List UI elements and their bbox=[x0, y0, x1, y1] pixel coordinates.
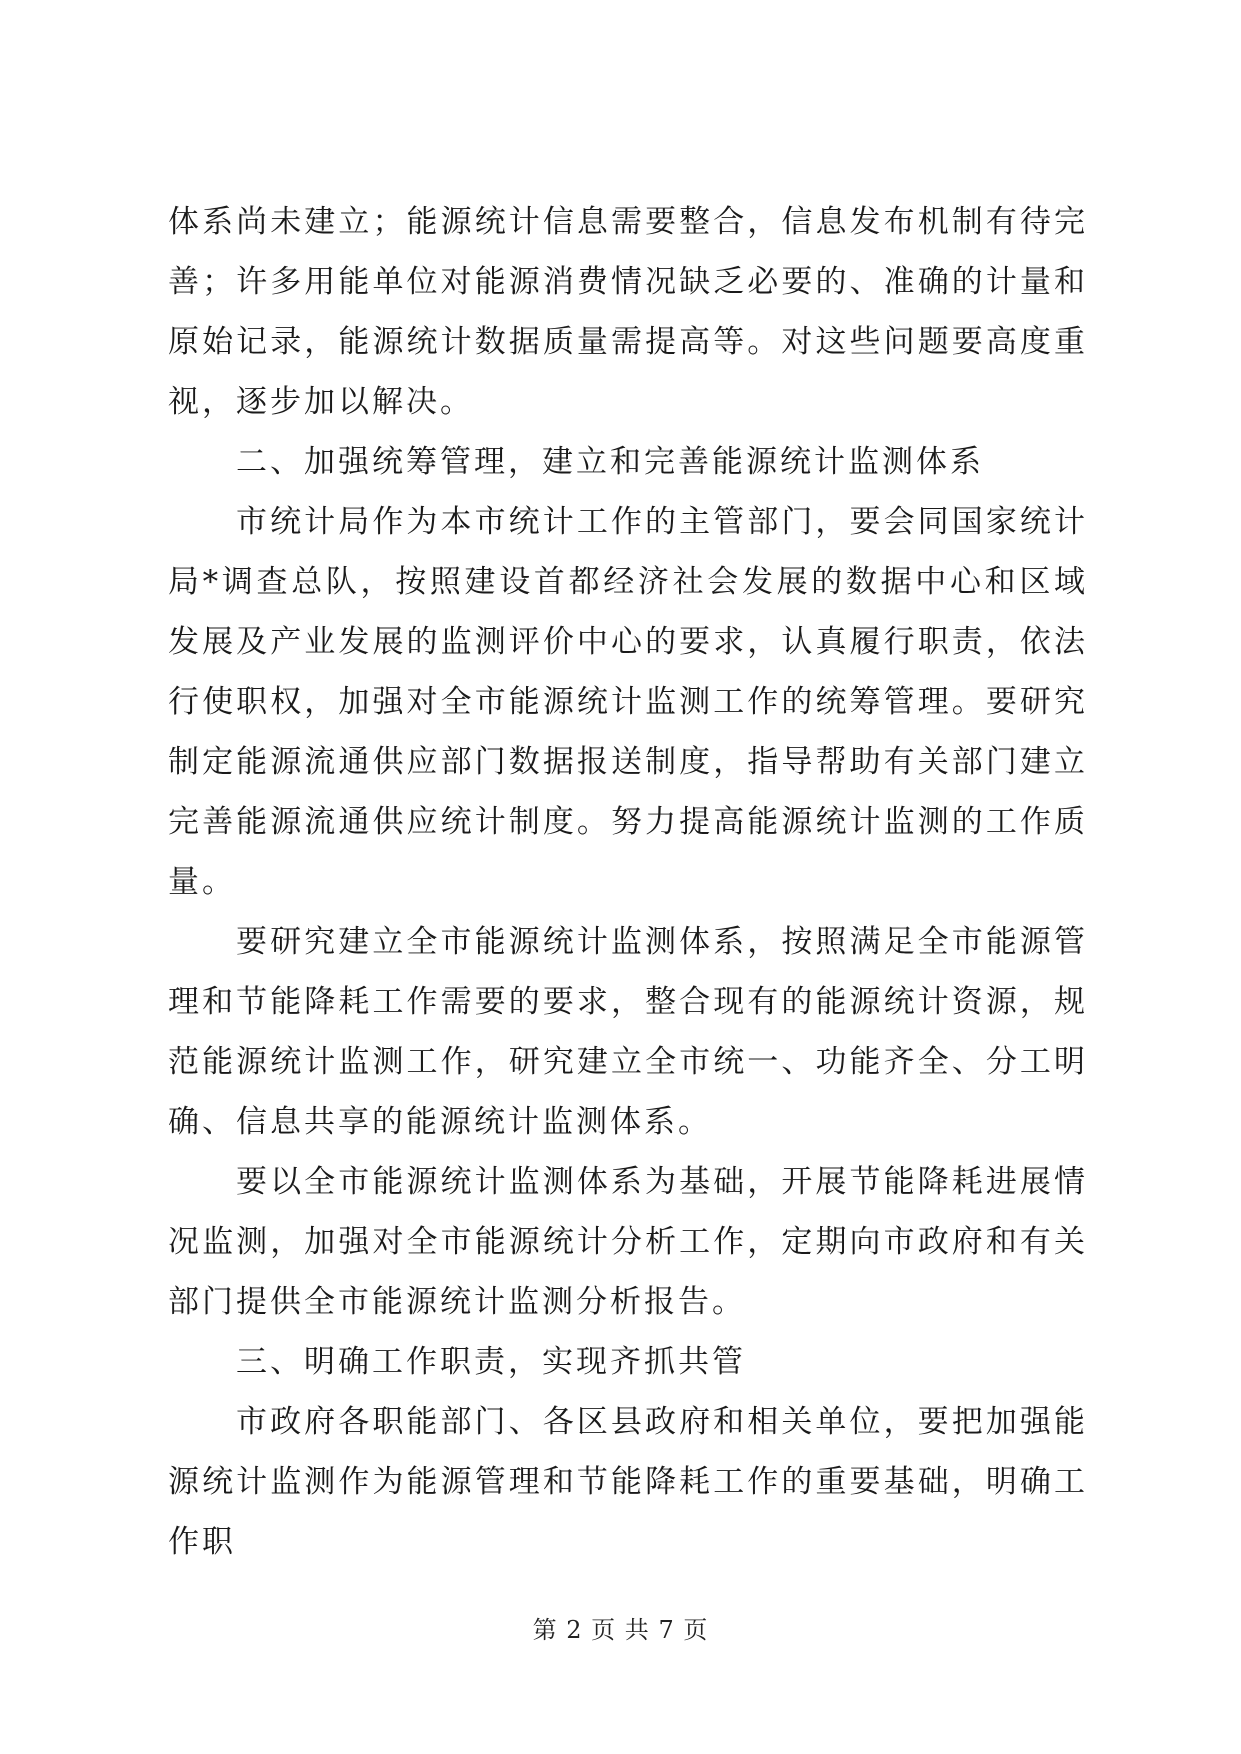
paragraph: 市统计局作为本市统计工作的主管部门，要会同国家统计局*调查总队，按照建设首都经济社会发展的数据中心和区域发展及产业发展的监测评价中心的要求，认真履行职责，依法行使职权，加强对全市能源统计监测工作的统筹管理。要研究制定能源流通供应部门数据报送制度，指导帮助有关部门建立完善能源流通供应统计制度。努力提高能源统计监测的工作质量。 bbox=[168, 504, 1088, 900]
paragraph: 市政府各职能部门、各区县政府和相关单位，要把加强能源统计监测作为能源管理和节能降耗工作的重要基础，明确工作职 bbox=[168, 1404, 1088, 1560]
section-heading-3: 三、明确工作职责，实现齐抓共管 bbox=[236, 1344, 746, 1380]
paragraph-continued: 体系尚未建立；能源统计信息需要整合，信息发布机制有待完善；许多用能单位对能源消费情况缺乏必要的、准确的计量和原始记录，能源统计数据质量需提高等。对这些问题要高度重视，逐步加以解决。 bbox=[168, 204, 1088, 420]
paragraph: 要以全市能源统计监测体系为基础，开展节能降耗进展情况监测，加强对全市能源统计分析工作，定期向市政府和有关部门提供全市能源统计监测分析报告。 bbox=[168, 1164, 1088, 1320]
paragraph: 要研究建立全市能源统计监测体系，按照满足全市能源管理和节能降耗工作需要的要求，整合现有的能源统计资源，规范能源统计监测工作，研究建立全市统一、功能齐全、分工明确、信息共享的能源统计监测体系。 bbox=[168, 924, 1088, 1140]
document-body bbox=[168, 192, 1088, 1572]
section-heading-2: 二、加强统筹管理，建立和完善能源统计监测体系 bbox=[236, 444, 984, 480]
page-number-footer: 第 2 页 共 7 页 bbox=[532, 1616, 709, 1644]
